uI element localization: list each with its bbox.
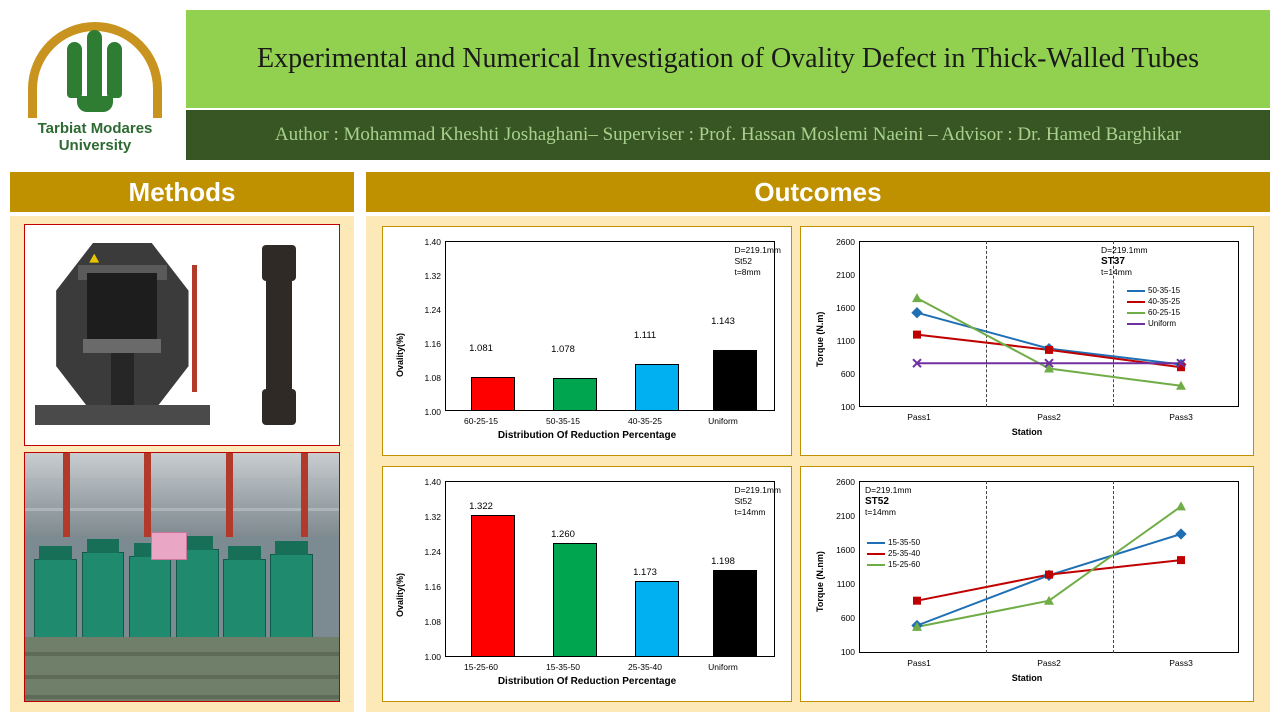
chart2-legend-3: Uniform	[1148, 319, 1177, 328]
chart3-bar-3	[713, 570, 757, 657]
university-logo	[10, 8, 180, 163]
chart2-legend	[1127, 285, 1180, 329]
chart1-xtick-0: 60-25-15	[463, 416, 499, 426]
chart1-ytick-5: 1.40	[424, 237, 441, 247]
chart1-bar-3	[713, 350, 757, 411]
chart2-ytick-4: 2100	[836, 270, 855, 280]
chart1-ytick-2: 1.16	[424, 339, 441, 349]
chart1-bar-0	[471, 377, 515, 411]
chart1-xtick-3: Uniform	[708, 416, 738, 426]
chart4-ytick-3: 1600	[836, 545, 855, 555]
chart1-value-1: 1.078	[551, 344, 575, 355]
chart2-xtick-0: Pass1	[907, 412, 931, 422]
logo-arch-icon	[20, 16, 170, 156]
chart3-xlabel: Distribution Of Reduction Percentage	[497, 676, 677, 687]
chart4-xtick-0: Pass1	[907, 658, 931, 668]
chart4-ylabel: Torque (N.nm)	[815, 551, 825, 612]
section-header-outcomes	[366, 172, 1270, 212]
chart3-bar-0	[471, 515, 515, 657]
chart4-legend	[867, 537, 920, 570]
chart1-annotation-1: St52	[734, 256, 752, 266]
chart3-ytick-1: 1.08	[424, 617, 441, 627]
photo-rolling-mill-line	[24, 452, 340, 702]
chart4-xlabel: Station	[1011, 673, 1043, 683]
logo-text: Tarbiat Modares University	[37, 119, 153, 154]
chart1-xtick-2: 40-35-25	[627, 416, 663, 426]
chart2-legend-1: 40-35-25	[1148, 297, 1181, 306]
author-line: Author : Mohammad Kheshti Joshaghani– Superviser : Prof. Hassan Moslemi Naeini – Advisor : Dr. Hamed Barghikar	[274, 124, 1182, 145]
tensile-machine-image	[25, 225, 220, 445]
outcomes-label: Outcomes	[754, 176, 882, 207]
chart3-annotation-1: St52	[734, 496, 752, 506]
poster-title: Experimental and Numerical Investigation of Ovality Defect in Thick-Walled Tubes	[257, 43, 1199, 74]
chart4-annotation-1: ST52	[865, 496, 889, 507]
chart1-annotation-0: D=219.1mm	[734, 245, 781, 255]
chart4-annotation-0: D=219.1mm	[865, 485, 912, 495]
chart3-xtick-0: 15-25-60	[463, 662, 499, 672]
chart1-xtick-1: 50-35-15	[545, 416, 581, 426]
chart4-legend-1: 25-35-40	[888, 549, 921, 558]
chart3-ytick-4: 1.32	[424, 512, 441, 522]
chart3-xtick-1: 15-35-50	[545, 662, 581, 672]
chart2-legend-0: 50-35-15	[1148, 286, 1181, 295]
chart4-legend-0: 15-35-50	[888, 538, 921, 547]
chart3-ytick-5: 1.40	[424, 477, 441, 487]
chart1-ytick-4: 1.32	[424, 271, 441, 281]
chart2-ytick-2: 1100	[836, 336, 855, 346]
chart1-ytick-0: 1.00	[424, 407, 441, 417]
tensile-specimen-image	[220, 225, 339, 445]
chart1-value-0: 1.081	[469, 343, 493, 354]
outcomes-panel	[366, 216, 1270, 712]
chart4-ytick-5: 2600	[836, 477, 855, 487]
chart2-ytick-3: 1600	[836, 303, 855, 313]
chart2-ytick-1: 600	[840, 369, 855, 379]
chart2-xlabel: Station	[1011, 427, 1043, 437]
chart3-value-2: 1.173	[633, 567, 657, 578]
poster-title-bar	[186, 10, 1270, 108]
methods-panel	[10, 216, 354, 712]
chart3-value-3: 1.198	[711, 556, 735, 567]
chart2-ytick-5: 2600	[836, 237, 855, 247]
chart3-ytick-2: 1.16	[424, 582, 441, 592]
chart3-ytick-3: 1.24	[424, 547, 441, 557]
chart4-ytick-2: 1100	[836, 579, 855, 589]
chart1-bar-1	[553, 378, 597, 411]
chart3-bar-2	[635, 581, 679, 657]
chart4-annotation-2: t=14mm	[865, 507, 896, 517]
chart2-annotation-2: t=14mm	[1101, 267, 1132, 277]
chart-torque-st37	[800, 226, 1254, 456]
chart-ovality-t8	[382, 226, 792, 456]
chart3-xtick-2: 25-35-40	[627, 662, 663, 672]
chart4-ytick-0: 100	[840, 647, 855, 657]
chart2-xtick-1: Pass2	[1037, 412, 1061, 422]
chart3-bar-1	[553, 543, 597, 657]
chart3-value-0: 1.322	[469, 501, 493, 512]
chart3-ytick-0: 1.00	[424, 652, 441, 662]
chart1-bar-2	[635, 364, 679, 411]
chart1-ytick-1: 1.08	[424, 373, 441, 383]
chart4-ytick-4: 2100	[836, 511, 855, 521]
chart1-value-2: 1.111	[633, 330, 657, 341]
section-header-methods	[10, 172, 354, 212]
chart2-xtick-2: Pass3	[1169, 412, 1193, 422]
chart4-legend-2: 15-25-60	[888, 560, 921, 569]
author-bar	[186, 110, 1270, 160]
chart3-xtick-3: Uniform	[708, 662, 738, 672]
chart3-value-1: 1.260	[551, 529, 575, 540]
methods-label: Methods	[128, 176, 236, 207]
chart-ovality-t14	[382, 466, 792, 702]
chart1-annotation-2: t=8mm	[734, 267, 761, 277]
chart2-lines	[859, 241, 1239, 407]
chart2-ylabel: Torque (N.m)	[815, 311, 825, 367]
chart1-ylabel: Ovality(%)	[395, 332, 405, 377]
photo-testing-machine	[24, 224, 340, 446]
chart2-annotation-1: ST37	[1101, 256, 1125, 267]
chart2-legend-2: 60-25-15	[1148, 308, 1181, 317]
chart2-annotation-0: D=219.1mm	[1101, 245, 1148, 255]
chart1-value-3: 1.143	[711, 316, 735, 327]
chart4-xtick-2: Pass3	[1169, 658, 1193, 668]
chart4-xtick-1: Pass2	[1037, 658, 1061, 668]
chart3-annotation-0: D=219.1mm	[734, 485, 781, 495]
chart3-annotation-2: t=14mm	[734, 507, 766, 517]
chart4-ytick-1: 600	[840, 613, 855, 623]
chart2-ytick-0: 100	[840, 402, 855, 412]
chart3-ylabel: Ovality(%)	[395, 572, 405, 617]
chart-torque-st52	[800, 466, 1254, 702]
chart1-ytick-3: 1.24	[424, 305, 441, 315]
chart1-xlabel: Distribution Of Reduction Percentage	[497, 430, 677, 441]
